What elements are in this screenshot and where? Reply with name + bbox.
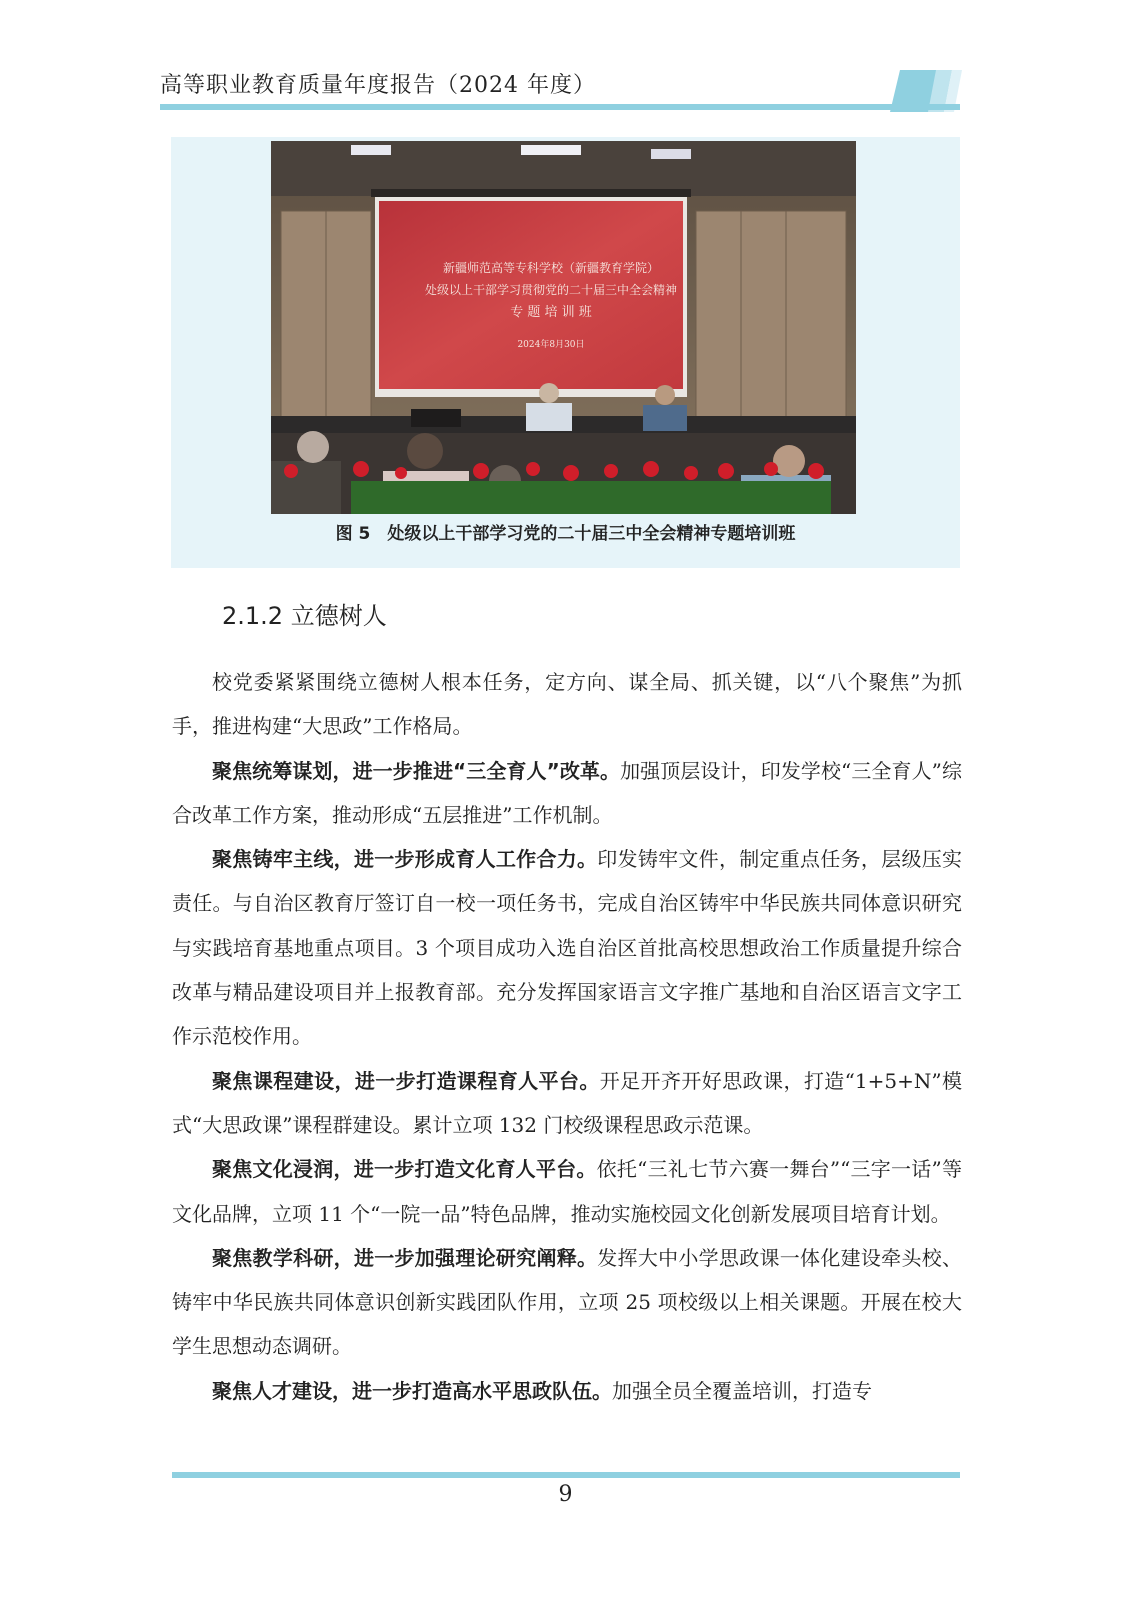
body-text xyxy=(172,660,962,1413)
footer-rule xyxy=(172,1472,960,1478)
meeting-photo xyxy=(271,141,856,514)
report-header-title: 高等职业教育质量年度报告（2024 年度） xyxy=(160,73,596,98)
paragraph: 聚焦教学科研，进一步加强理论研究阐释。发挥大中小学思政课一体化建设牵头校、铸牢中华民族共同体意识创新实践团队作用，立项 25 项校级以上相关课题。开展在校大学生思想动态调研。 xyxy=(172,1245,963,1359)
paragraph: 校党委紧紧围绕立德树人根本任务，定方向、谋全局、抓关键，以“八个聚焦”为抓手，推进构建“大思政”工作格局。 xyxy=(172,670,962,739)
paragraph: 聚焦铸牢主线，进一步形成育人工作合力。印发铸牢文件，制定重点任务，层级压实责任。与自治区教育厅签订自一校一项任务书，完成自治区铸牢中华民族共同体意识研究与实践培育基地重点项目。3 个项目成功入选自治区首批高校思想政治工作质量提升综合改革与精品建设项目并上报教育部。充分发挥国家语言文字推广基地和自治区语言文字工作示范校作用。 xyxy=(172,847,963,1049)
page-number: 9 xyxy=(558,1482,573,1507)
slide-date: 2024年8月30日 xyxy=(517,340,585,350)
figure-caption: 图 5 处级以上干部学习党的二十届三中全会精神专题培训班 xyxy=(335,524,796,544)
slide-title-line1: 新疆师范高等专科学校（新疆教育学院） xyxy=(442,261,659,275)
section-heading: 2.1.2 立德树人 xyxy=(222,602,387,630)
figure-panel xyxy=(171,137,960,568)
paragraph: 聚焦统筹谋划，进一步推进“三全育人”改革。加强顶层设计，印发学校“三全育人”综合改革工作方案，推动形成“五层推进”工作机制。 xyxy=(172,758,962,827)
header-rule xyxy=(160,104,960,110)
paragraph: 聚焦文化浸润，进一步打造文化育人平台。依托“三礼七节六赛一舞台”“三字一话”等文化品牌，立项 11 个“一院一品”特色品牌，推动实施校园文化创新发展项目培育计划。 xyxy=(172,1157,962,1226)
slide-title-line2: 处级以上干部学习贯彻党的二十届三中全会精神 xyxy=(424,283,677,297)
paragraph: 聚焦人才建设，进一步打造高水平思政队伍。加强全员全覆盖培训，打造专 xyxy=(212,1378,872,1403)
paragraph: 聚焦课程建设，进一步打造课程育人平台。开足开齐开好思政课，打造“1+5+N”模式“大思政课”课程群建设。累计立项 132 门校级课程思政示范课。 xyxy=(172,1068,962,1137)
slide-title-line3: 专 题 培 训 班 xyxy=(510,305,592,320)
